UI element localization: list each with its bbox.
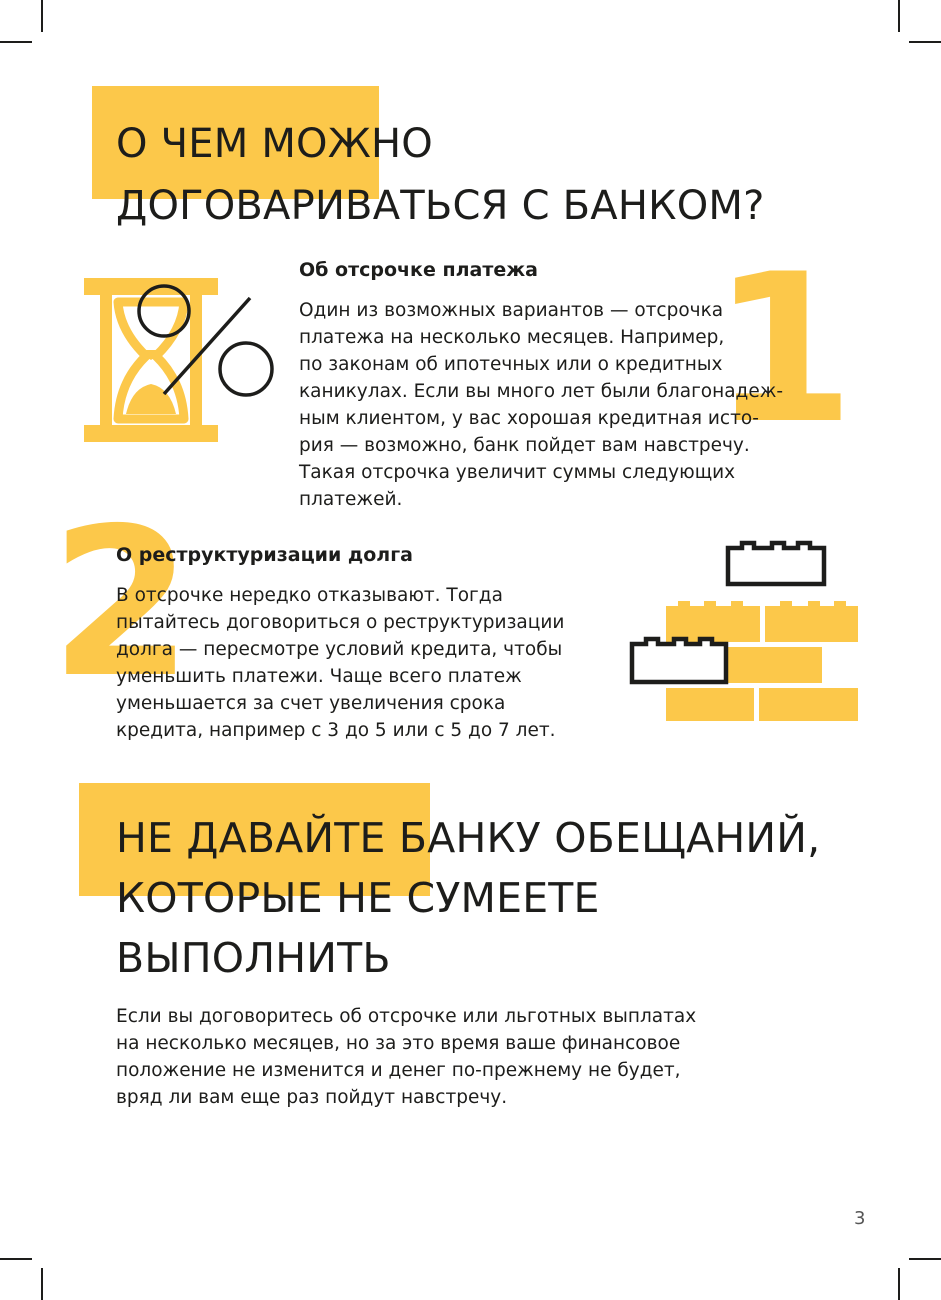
crop-mark (0, 41, 32, 43)
section-title-line: О ЧЕМ МОЖНО (116, 121, 433, 167)
section-title-line: НЕ ДАВАЙТЕ БАНКУ ОБЕЩАНИЙ, (116, 814, 821, 862)
section-title (116, 113, 856, 237)
crop-mark (909, 41, 941, 43)
item-heading-restructuring: О реструктуризации долга (116, 544, 413, 566)
crop-mark (41, 0, 43, 32)
bricks-icon (628, 538, 860, 724)
page-number: 3 (854, 1208, 866, 1229)
section-title (116, 808, 906, 988)
item-text-deferral: Один из возможных вариантов — отсрочка платежа на несколько месяцев. Например, по законам об ипотечных или о кредитных каникулах. Если вы много лет были благонадеж- ным клиентом, у вас хорошая кредитная исто- рия — возможно, банк пойдет вам навстречу. Такая отсрочка увеличит суммы следующих платежей. (299, 300, 784, 510)
item-text-restructuring: В отсрочке нередко отказывают. Тогда пытайтесь договориться о реструктуризации долга — пересмотре условий кредита, чтобы уменьшить платежи. Чаще всего платеж уменьшается за счет увеличения срока кредита, например с 3 до 5 или с 5 до 7 лет. (116, 585, 565, 741)
section-title-line: ВЫПОЛНИТЬ (116, 934, 391, 982)
item-number-1: 1 (712, 231, 855, 469)
crop-mark (41, 1268, 43, 1300)
crop-mark (898, 0, 900, 32)
section-text: Если вы договоритесь об отсрочке или льготных выплатах на несколько месяцев, но за это время ваше финансовое положение не изменится и денег по-прежнему не будет, вряд ли вам еще раз пойдут навстречу. (116, 1006, 697, 1108)
crop-mark (909, 1258, 941, 1260)
item-heading-deferral: Об отсрочке платежа (299, 259, 538, 281)
item-number-2: 2 (50, 485, 193, 723)
section-title-line: КОТОРЫЕ НЕ СУМЕЕТЕ (116, 874, 600, 922)
section-title-line: ДОГОВАРИВАТЬСЯ С БАНКОМ? (116, 183, 765, 229)
crop-mark (0, 1258, 32, 1260)
hourglass-percent-icon (82, 276, 278, 448)
crop-mark (898, 1268, 900, 1300)
